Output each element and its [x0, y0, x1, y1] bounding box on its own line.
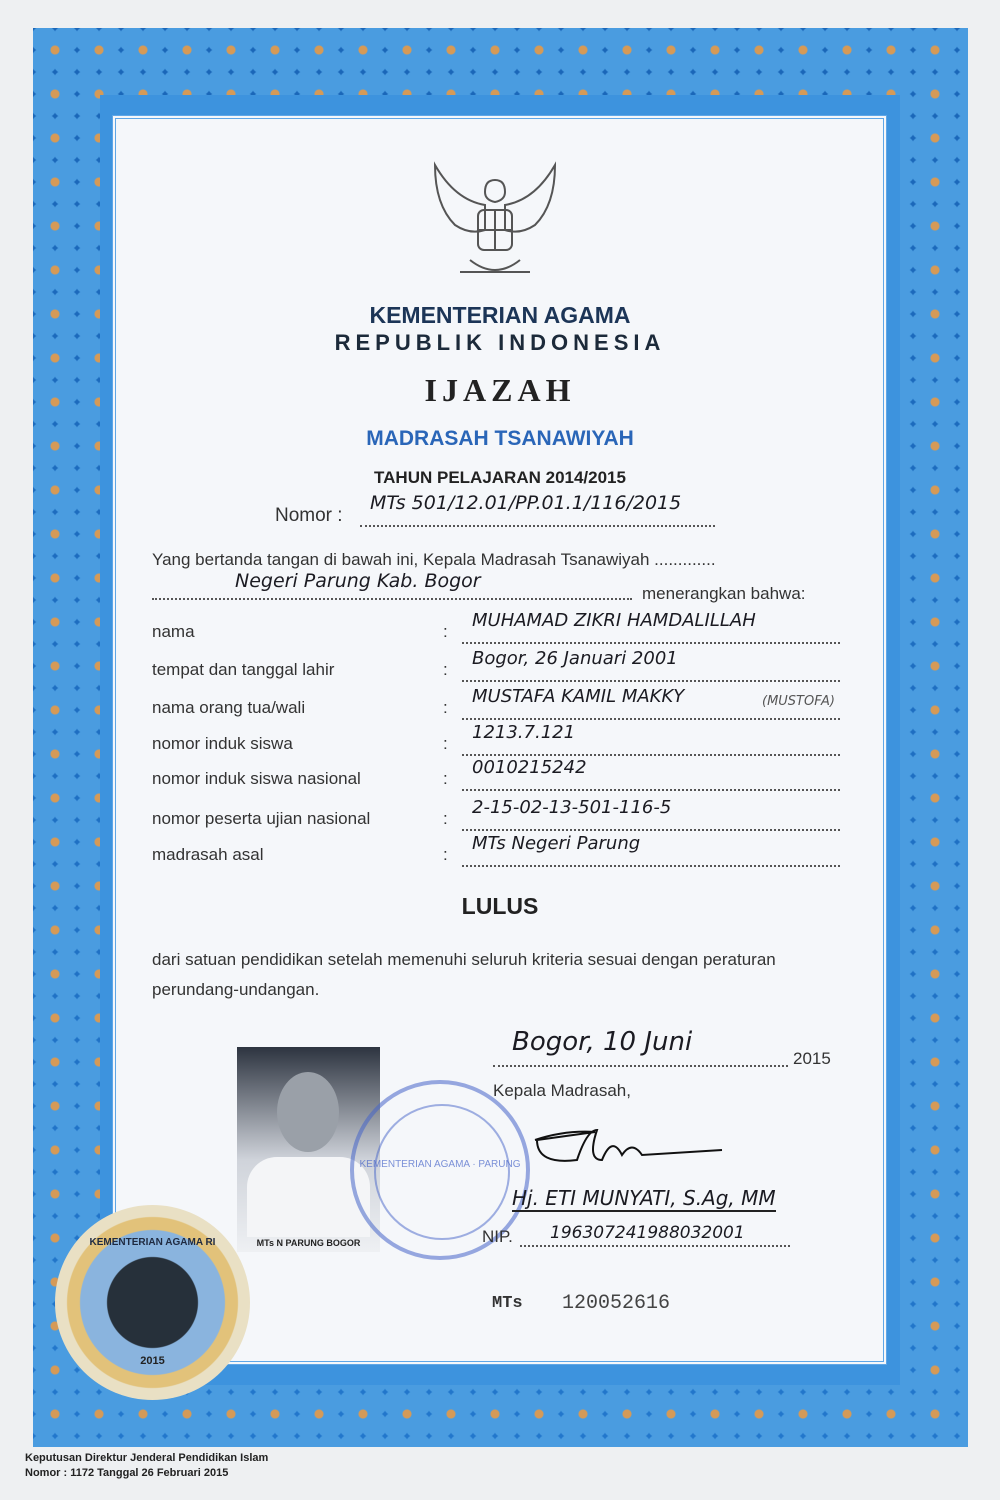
field-value: Bogor, 26 Januari 2001: [472, 648, 678, 669]
footer-decree-number: Nomor : 1172 Tanggal 26 Februari 2015: [25, 1467, 229, 1479]
field-label: madrasah asal: [152, 845, 264, 864]
field-label: tempat dan tanggal lahir: [152, 660, 335, 679]
ministry-heading: KEMENTERIAN AGAMA: [369, 302, 631, 328]
field-colon: :: [443, 809, 448, 828]
intro-text: Yang bertanda tangan di bawah ini, Kepala Madrasah Tsanawiyah .............: [152, 550, 716, 569]
field-value: 2-15-02-13-501-116-5: [472, 797, 672, 818]
field-label: nomor induk siswa nasional: [152, 769, 361, 788]
school-year: TAHUN PELAJARAN 2014/2015: [374, 468, 626, 487]
signer-role: Kepala Madrasah,: [493, 1081, 631, 1100]
field-colon: :: [443, 660, 448, 679]
signer-name: Hj. ETI MUNYATI, S.Ag, MM: [512, 1186, 776, 1210]
school-name: Negeri Parung Kab. Bogor: [235, 570, 481, 592]
field-value: MTs Negeri Parung: [472, 833, 641, 854]
field-colon: :: [443, 734, 448, 753]
official-stamp: KEMENTERIAN AGAMA · PARUNG: [350, 1080, 530, 1260]
signing-place-date: Bogor, 10 Juni: [512, 1027, 693, 1057]
garuda-emblem-icon: [430, 160, 560, 290]
nip-label: NIP.: [482, 1227, 513, 1246]
number-label: Nomor :: [275, 505, 343, 526]
result-status: LULUS: [461, 893, 539, 919]
field-value: 0010215242: [472, 757, 587, 778]
school-type: MADRASAH TSANAWIYAH: [366, 427, 634, 450]
field-label: nomor induk siswa: [152, 734, 293, 753]
field-colon: :: [443, 622, 448, 641]
serial-number: 120052616: [562, 1292, 671, 1315]
intro-suffix: menerangkan bahwa:: [642, 584, 806, 603]
document-title: IJAZAH: [424, 372, 576, 408]
field-value: MUSTAFA KAMIL MAKKY: [472, 686, 685, 707]
hologram-seal: KEMENTERIAN AGAMA RI 2015: [55, 1205, 250, 1400]
photo-caption: MTs N PARUNG BOGOR: [256, 1238, 361, 1248]
field-note: (MUSTOFA): [762, 694, 835, 709]
field-label: nomor peserta ujian nasional: [152, 809, 371, 828]
nip-value: 196307241988032001: [550, 1223, 745, 1243]
field-value: MUHAMAD ZIKRI HAMDALILLAH: [472, 610, 756, 631]
statement-text: dari satuan pendidikan setelah memenuhi seluruh kriteria sesuai dengan peraturan perundang-undangan.: [152, 950, 776, 999]
field-colon: :: [443, 769, 448, 788]
field-colon: :: [443, 698, 448, 717]
field-label: nama: [152, 622, 195, 641]
signing-year: 2015: [793, 1049, 831, 1068]
serial-prefix: MTs: [492, 1294, 523, 1313]
number-value: MTs 501/12.01/PP.01.1/116/2015: [370, 492, 682, 514]
footer-decree: Keputusan Direktur Jenderal Pendidikan Islam: [25, 1452, 269, 1464]
field-label: nama orang tua/wali: [152, 698, 306, 717]
republic-heading: REPUBLIK INDONESIA: [334, 330, 666, 355]
signature-icon: [525, 1120, 725, 1175]
field-colon: :: [443, 845, 448, 864]
field-value: 1213.7.121: [472, 722, 576, 743]
